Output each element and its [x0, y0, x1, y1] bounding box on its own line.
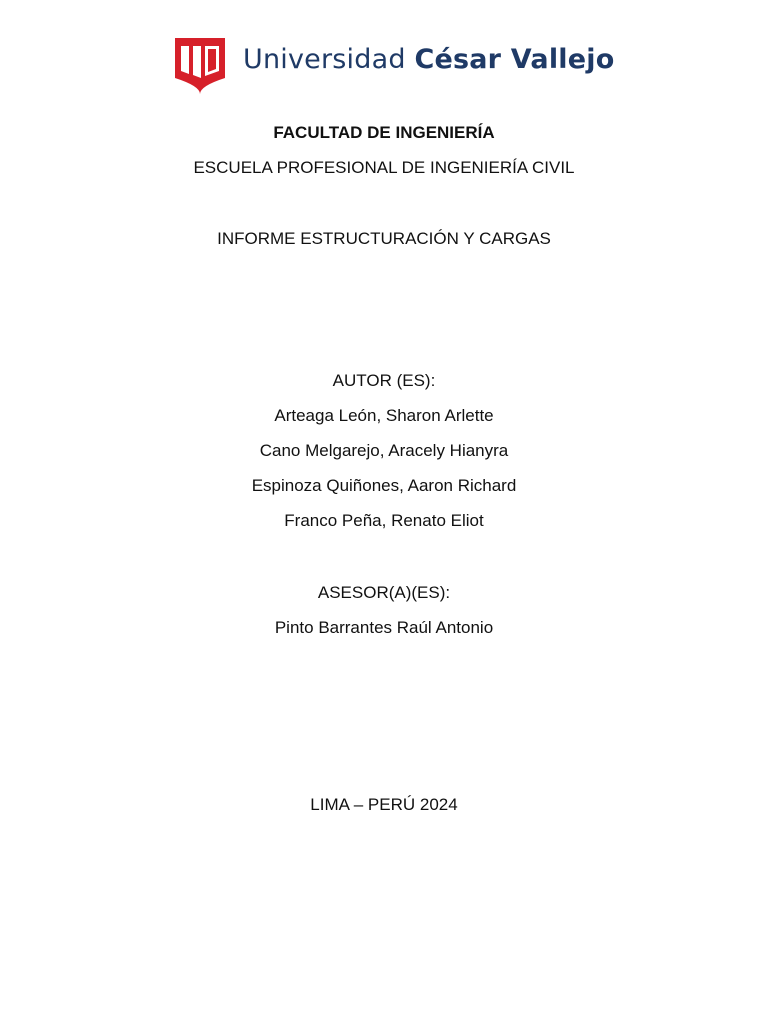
author-name: Franco Peña, Renato Eliot: [284, 511, 484, 530]
university-shield-icon: [175, 36, 225, 94]
university-name-regular: Universidad: [243, 44, 415, 75]
report-title: INFORME ESTRUCTURACIÓN Y CARGAS: [217, 229, 551, 248]
advisors-label: ASESOR(A)(ES):: [317, 583, 451, 602]
place-date: LIMA – PERÚ 2024: [310, 795, 458, 814]
authors-label: AUTOR (ES):: [332, 371, 436, 390]
author-name: Arteaga León, Sharon Arlette: [274, 406, 494, 425]
faculty-heading: FACULTAD DE INGENIERÍA: [273, 123, 495, 142]
university-name-bold: César Vallejo: [414, 44, 615, 75]
advisor-name: Pinto Barrantes Raúl Antonio: [274, 618, 494, 637]
school-heading: ESCUELA PROFESIONAL DE INGENIERÍA CIVIL: [193, 158, 575, 177]
author-name: Cano Melgarejo, Aracely Hianyra: [259, 441, 509, 460]
university-name: [243, 40, 614, 80]
university-logo: [175, 36, 615, 96]
author-name: Espinoza Quiñones, Aaron Richard: [251, 476, 517, 495]
